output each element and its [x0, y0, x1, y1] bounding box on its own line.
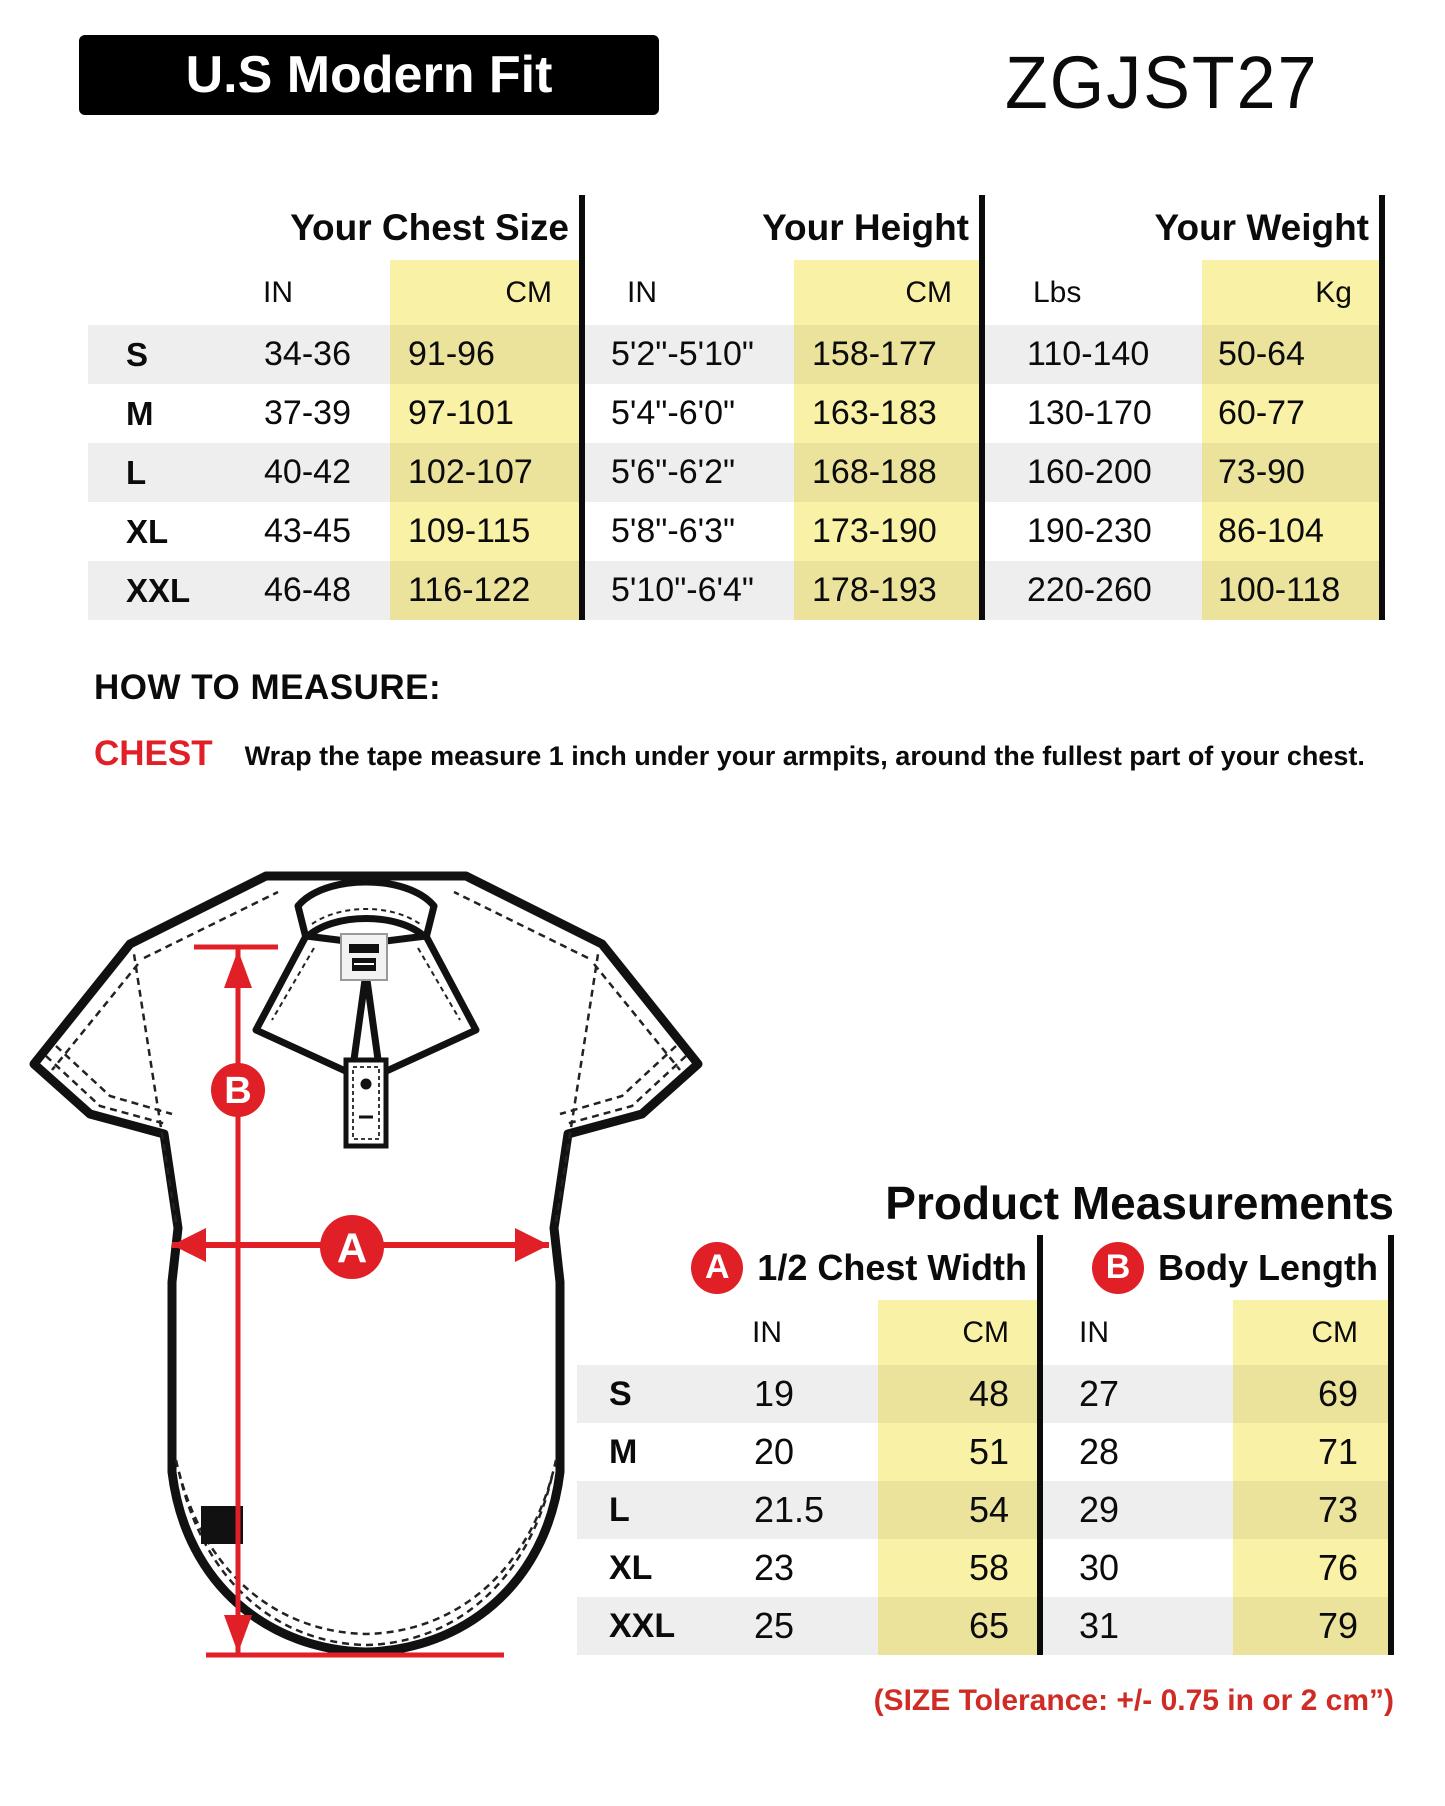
chest-in-value: 43-45: [264, 512, 351, 550]
chest-in-value: 46-48: [225, 561, 390, 620]
size-tolerance-note: (SIZE Tolerance: +/- 0.75 in or 2 cm”): [873, 1684, 1394, 1717]
body-size-chart: [88, 195, 1385, 620]
b-cm-unit: CM: [1233, 1300, 1394, 1365]
weight-section-header: Your Weight: [985, 195, 1385, 260]
weight-kg-value: 50-64: [1202, 325, 1385, 384]
chest-cm-unit: CM: [390, 260, 585, 325]
weight-lbs-value: 190-230: [1027, 512, 1152, 550]
height-cm-value: 158-177: [794, 325, 985, 384]
chest-width-in: 21.5: [730, 1481, 878, 1539]
body-length-in: 29: [1043, 1481, 1233, 1539]
units-spacer: [88, 260, 225, 325]
chest-width-in: 25: [730, 1597, 878, 1655]
neck-label: [341, 934, 387, 980]
height-in-value: 5'6"-6'2": [585, 443, 794, 502]
weight-lbs-value: 110-140: [985, 325, 1202, 384]
units-spacer: [577, 1300, 730, 1365]
chest-measure-label: CHEST: [94, 734, 213, 773]
body-length-cm: 76: [1233, 1539, 1394, 1597]
body-length-header: [1043, 1235, 1394, 1300]
height-section-header: Your Height: [585, 195, 985, 260]
a-cm-unit: CM: [878, 1300, 1043, 1365]
size-label: XL: [609, 1548, 653, 1587]
height-in-unit: IN: [627, 275, 657, 309]
body-length-cm: 73: [1233, 1481, 1394, 1539]
badge-b: B: [1092, 1242, 1144, 1294]
weight-kg-value: 60-77: [1202, 384, 1385, 443]
chest-in-unit: IN: [263, 275, 293, 309]
height-cm-value: 168-188: [794, 443, 985, 502]
product-measurements-table: [577, 1235, 1394, 1655]
product-measurements-title: Product Measurements: [885, 1177, 1394, 1229]
body-length-in: 30: [1079, 1547, 1120, 1588]
weight-kg-unit: Kg: [1202, 260, 1385, 325]
b-in-unit: IN: [1079, 1315, 1109, 1349]
weight-lbs-value: 130-170: [1027, 394, 1152, 432]
height-in-value: 5'4"-6'0": [611, 394, 736, 432]
body-length-cm: 69: [1233, 1365, 1394, 1423]
chest-width-cm: 51: [878, 1423, 1043, 1481]
badge-a: A: [691, 1242, 743, 1294]
chest-width-cm: 65: [878, 1597, 1043, 1655]
size-label: M: [609, 1432, 638, 1471]
chest-width-cm: 58: [878, 1539, 1043, 1597]
chest-cm-value: 97-101: [390, 384, 585, 443]
placket: [346, 1060, 386, 1146]
chest-width-header: [577, 1235, 1043, 1300]
chest-in-value: 34-36: [225, 325, 390, 384]
how-to-measure-title: HOW TO MEASURE:: [94, 668, 442, 707]
height-cm-value: 173-190: [794, 502, 985, 561]
size-label: XXL: [88, 561, 225, 620]
body-length-cm: 79: [1233, 1597, 1394, 1655]
body-length-in: 27: [1043, 1365, 1233, 1423]
chest-width-in: 23: [754, 1547, 795, 1588]
size-label: L: [577, 1481, 730, 1539]
chest-width-cm: 48: [878, 1365, 1043, 1423]
size-label: XL: [126, 512, 169, 550]
size-label: M: [126, 394, 154, 432]
chest-cm-value: 109-115: [390, 502, 585, 561]
body-length-in: 28: [1079, 1431, 1120, 1472]
product-code: ZGJST27: [1005, 41, 1319, 124]
body-length-header-label: Body Length: [1158, 1246, 1378, 1288]
corner-spacer: [88, 195, 225, 260]
chest-width-in: 20: [754, 1431, 795, 1472]
weight-kg-value: 100-118: [1202, 561, 1385, 620]
size-label: L: [88, 443, 225, 502]
size-label: S: [577, 1365, 730, 1423]
measure-b-label: B: [224, 1070, 252, 1112]
chest-cm-value: 91-96: [390, 325, 585, 384]
body-length-in: 31: [1043, 1597, 1233, 1655]
height-cm-unit: CM: [794, 260, 985, 325]
button: [361, 1079, 372, 1090]
how-to-measure-section: [94, 668, 1365, 774]
size-label: XXL: [577, 1597, 730, 1655]
weight-lbs-unit: Lbs: [1033, 275, 1082, 309]
chest-width-header-label: 1/2 Chest Width: [757, 1246, 1027, 1288]
weight-lbs-value: 220-260: [985, 561, 1202, 620]
size-label: S: [88, 325, 225, 384]
chest-cm-value: 116-122: [390, 561, 585, 620]
fit-style-badge: U.S Modern Fit: [79, 35, 659, 115]
height-in-value: 5'8"-6'3": [611, 512, 736, 550]
measure-a-label: A: [336, 1224, 368, 1272]
chest-in-value: 37-39: [264, 394, 351, 432]
body-length-cm: 71: [1233, 1423, 1394, 1481]
chest-width-in: 19: [730, 1365, 878, 1423]
chest-measure-instruction: Wrap the tape measure 1 inch under your armpits, around the fullest part of your chest.: [244, 741, 1365, 771]
weight-lbs-value: 160-200: [985, 443, 1202, 502]
height-in-value: 5'10"-6'4": [585, 561, 794, 620]
chest-section-header: Your Chest Size: [225, 195, 585, 260]
height-cm-value: 163-183: [794, 384, 985, 443]
a-in-unit: IN: [752, 1315, 782, 1349]
weight-kg-value: 86-104: [1202, 502, 1385, 561]
weight-kg-value: 73-90: [1202, 443, 1385, 502]
chest-width-cm: 54: [878, 1481, 1043, 1539]
height-cm-value: 178-193: [794, 561, 985, 620]
height-in-value: 5'2"-5'10": [585, 325, 794, 384]
chest-in-value: 40-42: [225, 443, 390, 502]
chest-cm-value: 102-107: [390, 443, 585, 502]
